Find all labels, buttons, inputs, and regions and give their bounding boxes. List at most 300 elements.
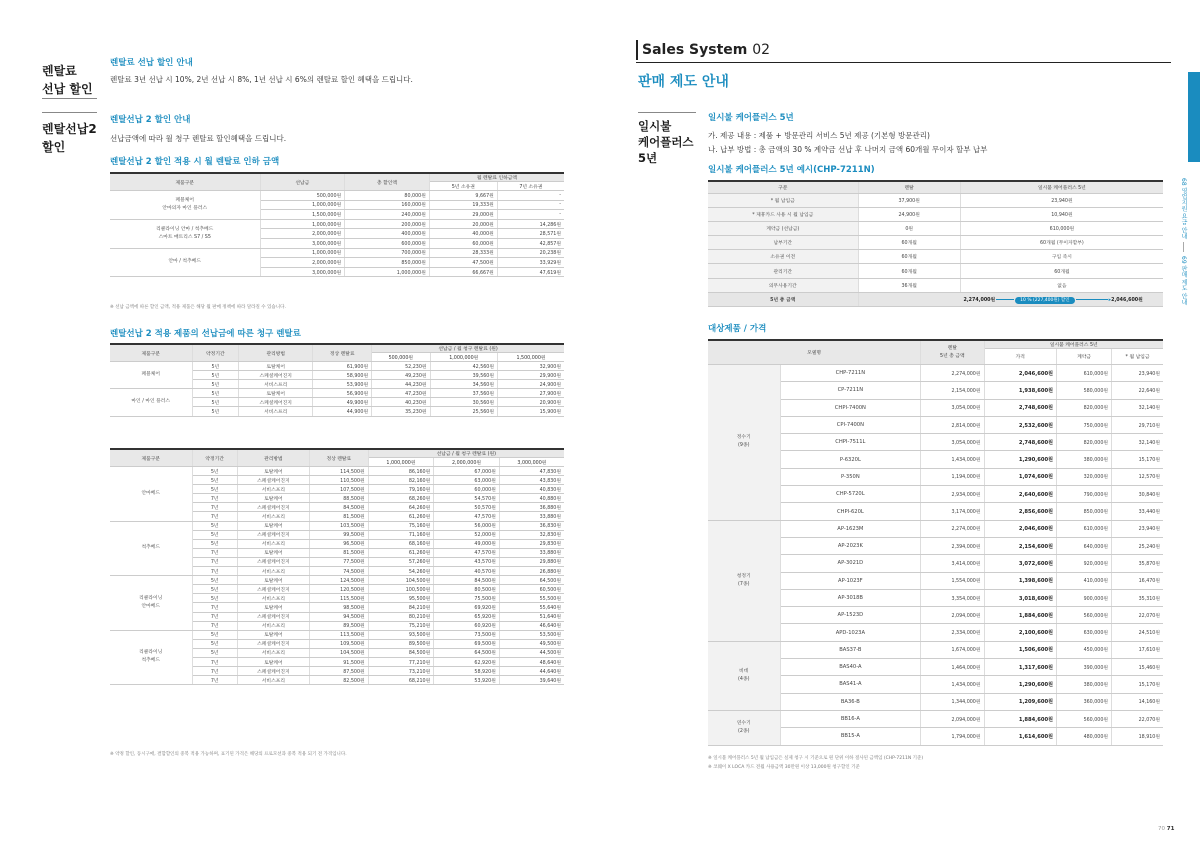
table-cell: 2,000,000원 bbox=[260, 229, 345, 239]
sidebar-tab-label[interactable]: 렌탈선납 / 판매제도 bbox=[1180, 88, 1187, 143]
table-cell: 3,174,000원 bbox=[921, 503, 984, 520]
table-cell: 62,920원 bbox=[434, 657, 500, 666]
table-cell: 64,500원 bbox=[499, 576, 564, 585]
table-cell: AP-3018B bbox=[780, 589, 921, 606]
table-cell: 29,830원 bbox=[499, 539, 564, 548]
table-header-cell: 선납금 / 월 청구 렌탈료 (원) bbox=[368, 449, 564, 458]
table-cell: 1,344,000원 bbox=[921, 693, 984, 710]
table-row bbox=[110, 576, 564, 585]
table-cell: 320,000원 bbox=[1057, 468, 1112, 485]
table-cell: 410,000원 bbox=[1057, 572, 1112, 589]
table-cell: 스페셜케어진지 bbox=[237, 476, 309, 485]
table-cell: 없음 bbox=[960, 278, 1163, 292]
table-cell: 61,900원 bbox=[313, 362, 372, 371]
table-row bbox=[708, 207, 1163, 221]
table-cell: 81,500원 bbox=[309, 512, 368, 521]
table-cell: 토탈케어 bbox=[237, 548, 309, 557]
table-cell: 36개월 bbox=[858, 278, 960, 292]
table-cell: 5년 bbox=[192, 594, 237, 603]
table-cell: 46,640원 bbox=[499, 621, 564, 630]
table-header-cell: 구분 bbox=[708, 181, 858, 193]
table-cell: 80,210원 bbox=[368, 612, 434, 621]
table-row bbox=[708, 365, 1163, 382]
table-cell: 2,046,600원 bbox=[984, 365, 1057, 382]
table-cell: 630,000원 bbox=[1057, 624, 1112, 641]
table-cell: 67,000원 bbox=[434, 467, 500, 476]
table-cell: 5년 bbox=[192, 585, 237, 594]
table-cell: 1,398,600원 bbox=[984, 572, 1057, 589]
table-cell: 57,260원 bbox=[368, 557, 434, 566]
table-cell: 1,074,600원 bbox=[984, 468, 1057, 485]
table-cell: 3,414,000원 bbox=[921, 555, 984, 572]
table-cell: 7년 bbox=[192, 512, 237, 521]
table-header-cell: 1,500,000원 bbox=[497, 353, 564, 362]
table-cell: 35,870원 bbox=[1112, 555, 1163, 572]
table-cell: 56,000원 bbox=[434, 521, 500, 530]
table-cell: CHPI-620L bbox=[780, 503, 921, 520]
table-cell: 91,500원 bbox=[309, 657, 368, 666]
table-cell: 53,500원 bbox=[499, 630, 564, 639]
sidebar-link-68[interactable]: 68 영업지원 요금 안내 bbox=[1180, 178, 1187, 240]
table-cell: 44,900원 bbox=[313, 407, 372, 416]
table-cell: 113,500원 bbox=[309, 630, 368, 639]
table-cell: 1,884,600원 bbox=[984, 607, 1057, 624]
table-cell: 43,830원 bbox=[499, 476, 564, 485]
table-cell: 1,506,600원 bbox=[984, 641, 1057, 658]
table-cell: 61,260원 bbox=[368, 512, 434, 521]
table-cell: 17,610원 bbox=[1112, 641, 1163, 658]
table-cell: 68,260원 bbox=[368, 494, 434, 503]
table-cell: 토탈케어 bbox=[237, 467, 309, 476]
table-cell: 43,570원 bbox=[434, 557, 500, 566]
table-cell: 토탈케어 bbox=[237, 603, 309, 612]
table-cell: 790,000원 bbox=[1057, 486, 1112, 503]
table-cell: 7년 bbox=[192, 657, 237, 666]
table-cell: 28,571원 bbox=[497, 229, 564, 239]
table-cell: 서비스프리 bbox=[237, 621, 309, 630]
total-comparison-cell: 2,274,000원 10 % (227,400원) 할인 ▸2,046,600원 bbox=[858, 292, 1163, 306]
table-cell: 58,900원 bbox=[313, 371, 372, 380]
table-cell: 서비스프리 bbox=[239, 407, 313, 416]
table-cell: 3,354,000원 bbox=[921, 589, 984, 606]
table-cell: BB16-A bbox=[780, 710, 921, 727]
table-cell: 200,000원 bbox=[345, 219, 430, 229]
table-cell: 103,500원 bbox=[309, 521, 368, 530]
table-cell: 68,160원 bbox=[368, 539, 434, 548]
table-cell: AP-2023K bbox=[780, 537, 921, 554]
table-cell: 40,230원 bbox=[372, 398, 430, 407]
table-cell: 5년 bbox=[192, 398, 239, 407]
table-cell: 20,238원 bbox=[497, 248, 564, 258]
table-cell: 33,929원 bbox=[497, 258, 564, 268]
table-cell: BAS37-B bbox=[780, 641, 921, 658]
table-header-cell: 가격 bbox=[984, 349, 1057, 365]
table-header-cell: 제품구분 bbox=[110, 173, 260, 191]
table-header-cell: 1,000,000원 bbox=[430, 353, 497, 362]
table-header-cell: 모델명 bbox=[708, 340, 921, 365]
discount-badge: 10 % (227,400원) 할인 bbox=[1015, 297, 1074, 304]
table-cell: 5년 bbox=[192, 521, 237, 530]
table-header-cell: 2,000,000원 bbox=[434, 458, 500, 467]
table-cell: 89,500원 bbox=[309, 621, 368, 630]
table-cell: 63,000원 bbox=[434, 476, 500, 485]
table-cell: 54,570원 bbox=[434, 494, 500, 503]
table-cell: 관리기간 bbox=[708, 264, 858, 278]
table-cell: 1,290,600원 bbox=[984, 676, 1057, 693]
table-cell: 5년 bbox=[192, 389, 239, 398]
table-cell: BAS41-A bbox=[780, 676, 921, 693]
table-cell: 3,072,600원 bbox=[984, 555, 1057, 572]
table-cell: 서비스프리 bbox=[237, 648, 309, 657]
careplus-total: 2,046,600원 bbox=[1111, 297, 1143, 303]
table-cell: 리클라이닝 안마베드 bbox=[110, 576, 192, 631]
table-cell: 44,640원 bbox=[499, 667, 564, 676]
table-header-cell: 관리방법 bbox=[239, 344, 313, 362]
table-cell: 73,210원 bbox=[368, 667, 434, 676]
table-cell: 94,500원 bbox=[309, 612, 368, 621]
table-cell: 37,560원 bbox=[430, 389, 497, 398]
table-cell: 스페셜케어진지 bbox=[237, 503, 309, 512]
table-cell: 2,748,600원 bbox=[984, 434, 1057, 451]
table-cell: 2,094,000원 bbox=[921, 710, 984, 727]
table-cell: 610,000원 bbox=[960, 221, 1163, 235]
table-cell: 40,880원 bbox=[499, 494, 564, 503]
table-cell: 안마베드 bbox=[110, 467, 192, 522]
table-cell: 47,230원 bbox=[372, 389, 430, 398]
table-cell: CHP-7211N bbox=[780, 365, 921, 382]
table-cell: 5년 bbox=[192, 485, 237, 494]
table-cell: 5년 bbox=[192, 648, 237, 657]
table-cell: 74,500원 bbox=[309, 567, 368, 576]
table-cell: 75,210원 bbox=[368, 621, 434, 630]
table-cell: 1,290,600원 bbox=[984, 451, 1057, 468]
table-cell: 1,000,000원 bbox=[260, 248, 345, 258]
table-cell: 100,500원 bbox=[368, 585, 434, 594]
table-cell: AP-1623M bbox=[780, 520, 921, 537]
table-cell: 5년 bbox=[192, 371, 239, 380]
table-cell: 7년 bbox=[192, 557, 237, 566]
table-cell: 27,900원 bbox=[497, 389, 564, 398]
table-cell: 36,880원 bbox=[499, 503, 564, 512]
table-cell: 33,440원 bbox=[1112, 503, 1163, 520]
discount-table bbox=[110, 172, 564, 277]
table-cell: 5년 bbox=[192, 630, 237, 639]
table-cell: 20,000원 bbox=[429, 219, 497, 229]
table-cell: 15,900원 bbox=[497, 407, 564, 416]
table-cell: 22,640원 bbox=[1112, 382, 1163, 399]
table-cell: 16,470원 bbox=[1112, 572, 1163, 589]
table-cell: 페블체어 안마의자 마인 플러스 bbox=[110, 191, 260, 220]
table-cell: 2,934,000원 bbox=[921, 486, 984, 503]
table-cell: 1,614,600원 bbox=[984, 728, 1057, 745]
table-cell: 109,500원 bbox=[309, 639, 368, 648]
table-cell: 7년 bbox=[192, 503, 237, 512]
table-row bbox=[110, 630, 564, 639]
section-title-careplus: 일시불 케어플러스 5년 bbox=[638, 119, 694, 165]
table-cell: 5년 bbox=[192, 467, 237, 476]
careplus-desc-1: 가. 제공 내용 : 제품 + 방문관리 서비스 5년 제공 (기본형 방문관리) bbox=[708, 131, 930, 140]
table-cell: 500,000원 bbox=[260, 191, 345, 201]
table-row bbox=[708, 193, 1163, 207]
table-cell: 104,500원 bbox=[368, 576, 434, 585]
table-cell: 스페셜케어진지 bbox=[237, 612, 309, 621]
rental-total: 2,274,000원 bbox=[963, 297, 996, 303]
table-cell: 14,286원 bbox=[497, 219, 564, 229]
table-cell: 1,209,600원 bbox=[984, 693, 1057, 710]
table-cell: 7년 bbox=[192, 612, 237, 621]
table-cell: 12,570원 bbox=[1112, 468, 1163, 485]
table-cell: 82,500원 bbox=[309, 676, 368, 685]
table-cell: 64,260원 bbox=[368, 503, 434, 512]
table-cell: 58,920원 bbox=[434, 667, 500, 676]
table-cell: 60,000원 bbox=[434, 485, 500, 494]
table-cell: 34,560원 bbox=[430, 380, 497, 389]
table-cell: 서비스프리 bbox=[237, 676, 309, 685]
table-cell: 65,920원 bbox=[434, 612, 500, 621]
table-cell: 47,570원 bbox=[434, 512, 500, 521]
table-cell: 52,230원 bbox=[372, 362, 430, 371]
table-cell: 29,000원 bbox=[429, 210, 497, 220]
table-cell: 110,500원 bbox=[309, 476, 368, 485]
table-cell: BAS40-A bbox=[780, 659, 921, 676]
table-cell: 380,000원 bbox=[1057, 451, 1112, 468]
table-cell: 50,570원 bbox=[434, 503, 500, 512]
table-row bbox=[110, 389, 564, 398]
table-cell: 2,154,600원 bbox=[984, 537, 1057, 554]
table-cell: 82,160원 bbox=[368, 476, 434, 485]
table-cell: 40,830원 bbox=[499, 485, 564, 494]
table-cell: 서비스프리 bbox=[237, 539, 309, 548]
table-cell: 32,900원 bbox=[497, 362, 564, 371]
table-cell: 23,940원 bbox=[1112, 520, 1163, 537]
table-cell: 5년 총 금액 bbox=[708, 292, 858, 306]
table-cell: 60개월 bbox=[858, 236, 960, 250]
table-cell: 80,000원 bbox=[345, 191, 430, 201]
table-cell: 35,230원 bbox=[372, 407, 430, 416]
table-header-cell: 5년 소유권 bbox=[429, 182, 497, 191]
table-cell: 서비스프리 bbox=[239, 380, 313, 389]
table-cell: BA36-B bbox=[780, 693, 921, 710]
table-cell: 5년 bbox=[192, 639, 237, 648]
table-cell: 49,900원 bbox=[313, 398, 372, 407]
table-cell: 79,160원 bbox=[368, 485, 434, 494]
table-cell: 0원 bbox=[858, 221, 960, 235]
table-header-cell: 제품구분 bbox=[110, 344, 192, 362]
table-cell: 40,000원 bbox=[429, 229, 497, 239]
table-cell: 계약금 (선납금) bbox=[708, 221, 858, 235]
table1-note: ※ 선납 금액에 따른 할인 금액, 적용 제품은 해당 월 판매 정책에 따라 달라질 수 있습니다. bbox=[110, 305, 286, 310]
table-cell: 5년 bbox=[192, 476, 237, 485]
table-cell: 2,154,000원 bbox=[921, 382, 984, 399]
table-row bbox=[110, 467, 564, 476]
table-cell: 토탈케어 bbox=[237, 576, 309, 585]
table-cell: AP-3021D bbox=[780, 555, 921, 572]
table-cell: 스페셜케어진지 bbox=[237, 557, 309, 566]
table-row bbox=[708, 641, 1163, 658]
table-cell: 610,000원 bbox=[1057, 520, 1112, 537]
table-cell: 32,830원 bbox=[499, 530, 564, 539]
table-cell: 2,274,000원 bbox=[921, 365, 984, 382]
table-row bbox=[708, 278, 1163, 292]
table-cell: 68,210원 bbox=[368, 676, 434, 685]
table-cell: 820,000원 bbox=[1057, 399, 1112, 416]
billing-table-title: 렌탈선납 2 적용 제품의 선납금에 따른 청구 렌탈료 bbox=[110, 329, 301, 339]
table-header-cell: 7년 소유권 bbox=[497, 182, 564, 191]
table-cell: 55,500원 bbox=[499, 594, 564, 603]
table-cell: 7년 bbox=[192, 667, 237, 676]
table-cell: 1,000,000원 bbox=[260, 219, 345, 229]
table-cell: 640,000원 bbox=[1057, 537, 1112, 554]
table-cell: 스페셜케어진지 bbox=[237, 530, 309, 539]
table-cell: 75,160원 bbox=[368, 521, 434, 530]
table-cell: 7년 bbox=[192, 567, 237, 576]
table-cell: 스페셜케어진지 bbox=[239, 371, 313, 380]
table-cell: 1,000,000원 bbox=[345, 267, 430, 277]
table-cell: 95,500원 bbox=[368, 594, 434, 603]
table-cell: 81,500원 bbox=[309, 548, 368, 557]
table-cell: 53,920원 bbox=[434, 676, 500, 685]
table-cell: * 제휴카드 사용 시 월 납입금 bbox=[708, 207, 858, 221]
table-cell: 240,000원 bbox=[345, 210, 430, 220]
table-cell: 리클라이닝 안마 / 척추베드 스마트 매트리스 S7 / S5 bbox=[110, 219, 260, 248]
table-cell: 49,000원 bbox=[434, 539, 500, 548]
table-cell: 15,170원 bbox=[1112, 451, 1163, 468]
table-cell: 86,160원 bbox=[368, 467, 434, 476]
table-cell: AP-1523D bbox=[780, 607, 921, 624]
table-cell: 19,333원 bbox=[429, 200, 497, 210]
table-row bbox=[110, 248, 564, 258]
table-cell: 2,100,600원 bbox=[984, 624, 1057, 641]
table-header-cell: 정상 렌탈료 bbox=[313, 344, 372, 362]
table-cell: 56,900원 bbox=[313, 389, 372, 398]
table-header-cell: 월 렌탈료 인하금액 bbox=[429, 173, 564, 182]
table-cell: 98,500원 bbox=[309, 603, 368, 612]
section-title-prepay2: 렌탈선납2 할인 bbox=[42, 122, 97, 154]
section-title-prepay: 렌탈료 선납 할인 bbox=[42, 64, 93, 96]
table-cell: 7년 bbox=[192, 494, 237, 503]
table-cell: 84,500원 bbox=[309, 503, 368, 512]
table-cell: 5년 bbox=[192, 362, 239, 371]
table-cell: 22,070원 bbox=[1112, 607, 1163, 624]
table-header-cell: 3,000,000원 bbox=[499, 458, 564, 467]
table-cell: 610,000원 bbox=[1057, 365, 1112, 382]
table-cell: 18,910원 bbox=[1112, 728, 1163, 745]
table-cell: 7년 bbox=[192, 548, 237, 557]
table-cell: 75,500원 bbox=[434, 594, 500, 603]
table-cell: 60개월 bbox=[858, 264, 960, 278]
table-row bbox=[110, 191, 564, 201]
table-cell: 5년 bbox=[192, 380, 239, 389]
table-header-cell: 렌탈 bbox=[858, 181, 960, 193]
table-cell: 52,000원 bbox=[434, 530, 500, 539]
table-cell: 1,674,000원 bbox=[921, 641, 984, 658]
table-cell: 114,500원 bbox=[309, 467, 368, 476]
table-cell: 73,500원 bbox=[434, 630, 500, 639]
careplus-example-title: 일시불 케어플러스 5년 예시(CHP-7211N) bbox=[708, 165, 875, 175]
table-cell: CHP-5720L bbox=[780, 486, 921, 503]
table-cell: 정수기 (9종) bbox=[708, 365, 780, 521]
header-subtitle: 판매 제도 안내 bbox=[638, 74, 729, 90]
table-cell: 1,434,000원 bbox=[921, 451, 984, 468]
table-header-cell: 선납금 / 월 청구 렌탈료 (원) bbox=[372, 344, 564, 353]
sidebar-active-tab[interactable] bbox=[1188, 72, 1200, 162]
prepay2-table-title: 렌탈선납 2 할인 적용 시 월 렌탈료 인하 금액 bbox=[110, 157, 280, 167]
table-header-cell: 관리방법 bbox=[237, 449, 309, 467]
table-cell: 820,000원 bbox=[1057, 434, 1112, 451]
table-cell: 토탈케어 bbox=[237, 494, 309, 503]
table-row bbox=[708, 520, 1163, 537]
table-cell: 400,000원 bbox=[345, 229, 430, 239]
table-row bbox=[708, 710, 1163, 727]
table-cell: 2,748,600원 bbox=[984, 399, 1057, 416]
table-cell: 소유권 이전 bbox=[708, 250, 858, 264]
table-cell: 2,814,000원 bbox=[921, 416, 984, 433]
table-cell: 스페셜케어진지 bbox=[237, 639, 309, 648]
table-cell: 107,500원 bbox=[309, 485, 368, 494]
table-cell: 마인 / 마인 플러스 bbox=[110, 389, 192, 416]
table-cell: 토탈케어 bbox=[237, 657, 309, 666]
table-cell: 96,500원 bbox=[309, 539, 368, 548]
table-cell: 450,000원 bbox=[1057, 641, 1112, 658]
table-cell: 42,857원 bbox=[497, 238, 564, 248]
table-cell: 비데 (4종) bbox=[708, 641, 780, 710]
table-cell: 42,560원 bbox=[430, 362, 497, 371]
table-row bbox=[110, 219, 564, 229]
table-cell: 47,570원 bbox=[434, 548, 500, 557]
table-cell: 7년 bbox=[192, 603, 237, 612]
table-cell: 24,900원 bbox=[497, 380, 564, 389]
table-cell: 51,640원 bbox=[499, 612, 564, 621]
table-cell: 580,000원 bbox=[1057, 382, 1112, 399]
table-cell: 36,830원 bbox=[499, 521, 564, 530]
table-cell: 납부기간 bbox=[708, 236, 858, 250]
table-cell: 69,920원 bbox=[434, 603, 500, 612]
table-cell: 1,884,600원 bbox=[984, 710, 1057, 727]
table-header-cell: 일시불 케어플러스 5년 bbox=[960, 181, 1163, 193]
table-cell: 71,160원 bbox=[368, 530, 434, 539]
table-cell: 54,260원 bbox=[368, 567, 434, 576]
table-cell: 2,394,000원 bbox=[921, 537, 984, 554]
careplus-desc-2: 나. 납부 방법 : 총 금액의 30 % 계약금 선납 후 나머지 금액 60개월 무이자 할부 납부 bbox=[708, 145, 988, 154]
table-cell: 2,000,000원 bbox=[260, 258, 345, 268]
table-cell: 서비스프리 bbox=[237, 567, 309, 576]
table-cell: 22,070원 bbox=[1112, 710, 1163, 727]
header-title: Sales System 02 bbox=[642, 42, 771, 58]
table-cell: 480,000원 bbox=[1057, 728, 1112, 745]
table-cell: 리클라이닝 척추베드 bbox=[110, 630, 192, 685]
table-cell: 서비스프리 bbox=[237, 512, 309, 521]
prepay2-desc: 선납금액에 따라 월 청구 렌탈료 할인혜택을 드립니다. bbox=[110, 134, 287, 143]
table-cell: CP-7211N bbox=[780, 382, 921, 399]
table-cell: 920,000원 bbox=[1057, 555, 1112, 572]
table-cell: 24,510원 bbox=[1112, 624, 1163, 641]
table-cell: 10,940원 bbox=[960, 207, 1163, 221]
table-cell: 안마 / 척추베드 bbox=[110, 248, 260, 277]
sidebar-link-69[interactable]: 69 판매 제도 안내 bbox=[1180, 256, 1187, 306]
table-header-cell: * 월 납입금 bbox=[1112, 349, 1163, 365]
table-cell: 23,940원 bbox=[960, 193, 1163, 207]
table-cell: AP-1023F bbox=[780, 572, 921, 589]
table-cell: 구입 즉시 bbox=[960, 250, 1163, 264]
table-cell: 29,880원 bbox=[499, 557, 564, 566]
table-cell: CHPI-7511L bbox=[780, 434, 921, 451]
table-row bbox=[708, 221, 1163, 235]
table-cell: 49,230원 bbox=[372, 371, 430, 380]
table-cell: 2,094,000원 bbox=[921, 607, 984, 624]
table-cell: 380,000원 bbox=[1057, 676, 1112, 693]
table-header-cell: 선납금 bbox=[260, 173, 345, 191]
table-cell: - bbox=[497, 200, 564, 210]
